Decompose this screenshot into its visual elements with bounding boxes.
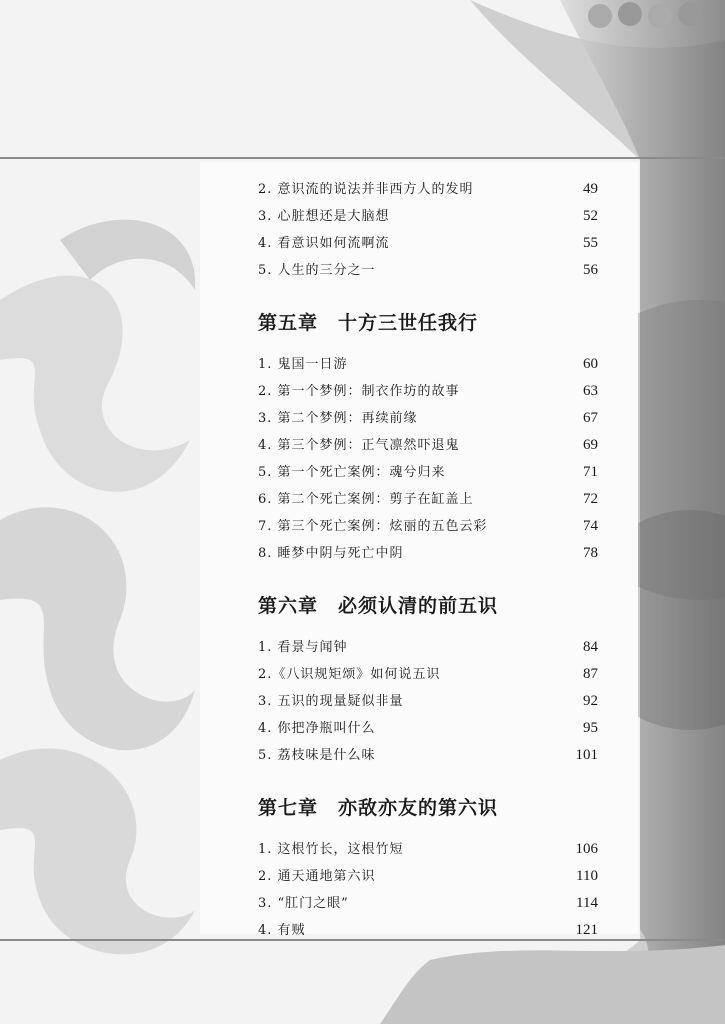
- toc-entry[interactable]: [258, 744, 598, 771]
- intro-entries: [258, 178, 598, 286]
- entry-title: 4. 第三个梦例：正气凛然吓退鬼: [258, 438, 460, 453]
- entry-title: 5. 人生的三分之一: [258, 263, 376, 278]
- entry-page: 71: [583, 464, 598, 480]
- entry-title: 4. 看意识如何流啊流: [258, 236, 390, 251]
- toc-entry[interactable]: [258, 205, 598, 232]
- entry-title: 2. 通天通地第六识: [258, 869, 376, 884]
- entry-page: 67: [583, 410, 598, 426]
- entry-page: 56: [583, 262, 598, 278]
- entry-page: 92: [583, 693, 598, 709]
- entry-page: 95: [583, 720, 598, 736]
- toc-entry[interactable]: [258, 178, 598, 205]
- entry-title: 3. 心脏想还是大脑想: [258, 209, 390, 224]
- toc-entry[interactable]: [258, 865, 598, 892]
- entry-title: 4. 你把净瓶叫什么: [258, 721, 376, 736]
- toc-entry[interactable]: [258, 542, 598, 569]
- entry-title: 7. 第三个死亡案例：炫丽的五色云彩: [258, 519, 488, 534]
- entry-title: 1. 鬼国一日游: [258, 357, 348, 372]
- toc-entry[interactable]: [258, 259, 598, 286]
- entry-title: 8. 睡梦中阴与死亡中阴: [258, 546, 404, 561]
- toc-entry[interactable]: [258, 690, 598, 717]
- entry-page: 110: [576, 868, 598, 884]
- entry-title: 1. 这根竹长，这根竹短: [258, 842, 404, 857]
- toc-entry[interactable]: [258, 407, 598, 434]
- entry-page: 87: [583, 666, 598, 682]
- toc-entry[interactable]: [258, 488, 598, 515]
- entry-page: 63: [583, 383, 598, 399]
- entry-title: 3. 第二个梦例：再续前缘: [258, 411, 418, 426]
- entry-page: 60: [583, 356, 598, 372]
- entry-title: 5. 第一个死亡案例：魂兮归来: [258, 465, 446, 480]
- entry-page: 52: [583, 208, 598, 224]
- entry-title: 1. 看景与闻钟: [258, 640, 348, 655]
- toc-entry[interactable]: [258, 232, 598, 259]
- chapter-heading[interactable]: 第六章 必须认清的前五识: [258, 595, 499, 617]
- entry-page: 101: [575, 747, 598, 763]
- entry-title: 2. 意识流的说法并非西方人的发明: [258, 182, 474, 197]
- toc-entry[interactable]: [258, 380, 598, 407]
- toc-entry[interactable]: [258, 353, 598, 380]
- entry-page: 49: [583, 181, 598, 197]
- entry-title: 3. “肛门之眼”: [258, 896, 349, 911]
- entry-page: 72: [583, 491, 598, 507]
- chapter-heading[interactable]: 第五章 十方三世任我行: [258, 312, 479, 334]
- entry-page: 121: [575, 922, 598, 938]
- table-of-contents: [258, 178, 598, 946]
- entry-title: 4. 有贼: [258, 923, 306, 938]
- toc-entry[interactable]: [258, 434, 598, 461]
- frame-top-line: [0, 157, 725, 159]
- entry-page: 106: [575, 841, 598, 857]
- toc-entry[interactable]: [258, 838, 598, 865]
- toc-entry[interactable]: [258, 461, 598, 488]
- entry-page: 74: [583, 518, 598, 534]
- entry-title: 6. 第二个死亡案例：剪子在缸盖上: [258, 492, 474, 507]
- entry-title: 2.《八识规矩颂》如何说五识: [258, 667, 441, 682]
- toc-entry[interactable]: [258, 663, 598, 690]
- toc-entry[interactable]: [258, 515, 598, 542]
- entry-page: 84: [583, 639, 598, 655]
- toc-entry[interactable]: [258, 717, 598, 744]
- entry-page: 55: [583, 235, 598, 251]
- entry-title: 3. 五识的现量疑似非量: [258, 694, 404, 709]
- entry-page: 114: [576, 895, 598, 911]
- entry-title: 5. 荔枝味是什么味: [258, 748, 376, 763]
- toc-entry[interactable]: [258, 892, 598, 919]
- toc-entry[interactable]: [258, 636, 598, 663]
- entry-title: 2. 第一个梦例：制衣作坊的故事: [258, 384, 460, 399]
- entry-page: 78: [583, 545, 598, 561]
- toc-entry[interactable]: [258, 919, 598, 946]
- entry-page: 69: [583, 437, 598, 453]
- chapter-heading[interactable]: 第七章 亦敌亦友的第六识: [258, 797, 499, 819]
